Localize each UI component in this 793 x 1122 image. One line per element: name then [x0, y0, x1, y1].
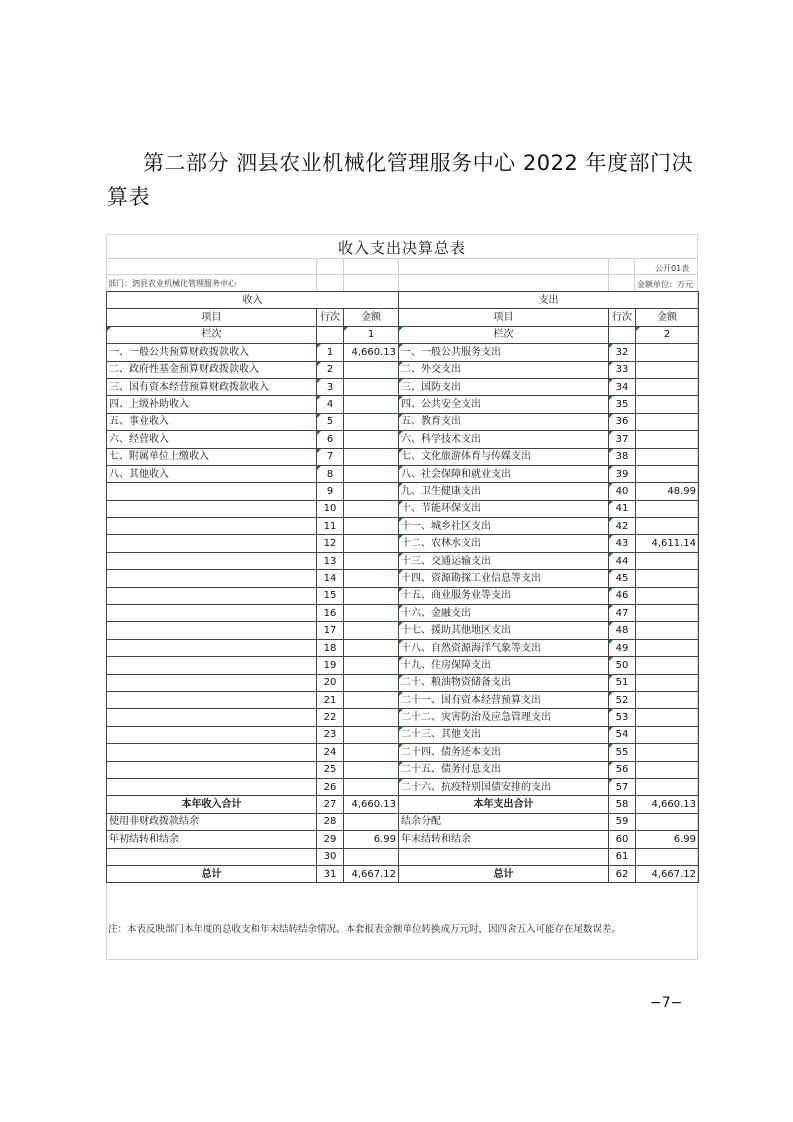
income-amount-cell [344, 744, 399, 761]
expense-line-cell: 33 [609, 361, 636, 378]
income-amount-cell [344, 691, 399, 708]
table-row [107, 848, 699, 865]
income-line-cell: 29 [317, 831, 344, 848]
page-number: −7− [650, 995, 683, 1011]
expense-amount-cell [636, 448, 699, 465]
expense-item-cell: 结余分配 [399, 813, 609, 830]
expense-amount-cell [636, 639, 699, 656]
income-item-cell [107, 848, 317, 865]
table-row [107, 361, 699, 378]
income-amount-cell [344, 813, 399, 830]
expense-line-cell: 53 [609, 709, 636, 726]
summary-table [106, 291, 699, 883]
grid-line [316, 258, 317, 291]
table-title: 收入支出决算总表 [337, 239, 466, 257]
income-amount-cell: 6.99 [344, 831, 399, 848]
income-line-cell: 7 [317, 448, 344, 465]
table-row [107, 413, 699, 430]
income-amount-cell [344, 378, 399, 395]
income-item-cell [107, 639, 317, 656]
table-row [107, 605, 699, 622]
income-amount-cell [344, 500, 399, 517]
income-item-cell [107, 570, 317, 587]
table-row [107, 344, 699, 361]
expense-line-cell: 36 [609, 413, 636, 430]
income-line-cell: 13 [317, 552, 344, 569]
expense-item-cell: 十五、商业服务业等支出 [399, 587, 609, 604]
expense-lanci-label: 栏次 [399, 326, 609, 343]
income-amount-header: 金额 [344, 309, 399, 326]
expense-item-cell: 十七、援助其他地区支出 [399, 622, 609, 639]
expense-amount-cell [636, 396, 699, 413]
table-row [107, 674, 699, 691]
table-row [107, 622, 699, 639]
income-item-cell [107, 761, 317, 778]
income-item-cell [107, 622, 317, 639]
expense-item-cell: 八、社会保障和就业支出 [399, 465, 609, 482]
expense-amount-cell [636, 709, 699, 726]
expense-item-cell: 七、文化旅游体育与传媒支出 [399, 448, 609, 465]
table-row [107, 744, 699, 761]
expense-line-header: 行次 [609, 309, 636, 326]
expense-item-cell: 十、节能环保支出 [399, 500, 609, 517]
income-line-cell: 12 [317, 535, 344, 552]
income-line-cell: 8 [317, 465, 344, 482]
income-item-cell: 六、经营收入 [107, 431, 317, 448]
expense-amount-cell: 4,660.13 [636, 796, 699, 813]
income-amount-cell [344, 674, 399, 691]
column-header-row [107, 309, 699, 326]
income-item-cell [107, 744, 317, 761]
income-line-cell: 27 [317, 796, 344, 813]
income-amount-cell [344, 657, 399, 674]
expense-line-cell: 52 [609, 691, 636, 708]
expense-amount-cell [636, 344, 699, 361]
expense-amount-cell: 4,611.14 [636, 535, 699, 552]
income-amount-cell [344, 570, 399, 587]
income-amount-cell [344, 709, 399, 726]
income-line-cell: 3 [317, 378, 344, 395]
income-amount-cell [344, 605, 399, 622]
expense-amount-cell [636, 413, 699, 430]
grid-line [634, 258, 635, 291]
grid-line [608, 258, 609, 291]
income-item-cell: 使用非财政拨款结余 [107, 813, 317, 830]
grid-line [106, 258, 698, 259]
income-item-header: 项目 [107, 309, 317, 326]
expense-item-cell: 二十二、灾害防治及应急管理支出 [399, 709, 609, 726]
expense-item-cell: 本年支出合计 [399, 796, 609, 813]
expense-line-cell: 40 [609, 483, 636, 500]
expense-amount-cell [636, 744, 699, 761]
table-row [107, 726, 699, 743]
grid-line [106, 274, 698, 275]
expense-lanci-blank [609, 326, 636, 343]
income-item-cell: 五、事业收入 [107, 413, 317, 430]
income-line-header: 行次 [317, 309, 344, 326]
income-amount-cell [344, 761, 399, 778]
expense-amount-cell [636, 431, 699, 448]
expense-item-cell [399, 848, 609, 865]
table-row [107, 570, 699, 587]
expense-amount-cell [636, 657, 699, 674]
income-amount-cell [344, 587, 399, 604]
expense-line-cell: 59 [609, 813, 636, 830]
income-item-cell: 一、一般公共预算财政拨款收入 [107, 344, 317, 361]
footnote: 注：本表反映部门本年度的总收支和年末结转结余情况。本套报表金额单位转换成万元时，因四舍五入可能存在尾数误差。 [108, 924, 622, 935]
expense-item-cell: 二、外交支出 [399, 361, 609, 378]
expense-amount-cell: 48.99 [636, 483, 699, 500]
expense-item-cell: 十三、交通运输支出 [399, 552, 609, 569]
form-code: 公开01表 [655, 264, 690, 273]
income-item-cell [107, 691, 317, 708]
expense-line-cell: 61 [609, 848, 636, 865]
expense-amount-cell [636, 778, 699, 795]
document-heading: 第二部分 泗县农业机械化管理服务中心 2022 年度部门决算表 [107, 151, 693, 209]
table-row [107, 431, 699, 448]
table-row [107, 831, 699, 848]
income-amount-cell [344, 622, 399, 639]
table-row [107, 813, 699, 830]
income-line-cell: 5 [317, 413, 344, 430]
expense-line-cell: 62 [609, 865, 636, 882]
expense-item-cell: 十九、住房保障支出 [399, 657, 609, 674]
income-item-cell: 八、其他收入 [107, 465, 317, 482]
expense-line-cell: 49 [609, 639, 636, 656]
expense-line-cell: 46 [609, 587, 636, 604]
income-amount-cell [344, 726, 399, 743]
income-line-cell: 26 [317, 778, 344, 795]
expense-item-header: 项目 [399, 309, 609, 326]
unit-label: 金额单位：万元 [637, 280, 693, 289]
income-column-number: 1 [344, 326, 399, 343]
expense-item-cell: 三、国防支出 [399, 378, 609, 395]
expense-amount-cell [636, 726, 699, 743]
expense-item-cell: 二十四、债务还本支出 [399, 744, 609, 761]
income-line-cell: 15 [317, 587, 344, 604]
income-lanci-label: 栏次 [107, 326, 317, 343]
expense-amount-cell [636, 674, 699, 691]
expense-line-cell: 39 [609, 465, 636, 482]
expense-amount-cell [636, 691, 699, 708]
expense-line-cell: 60 [609, 831, 636, 848]
table-row [107, 709, 699, 726]
expense-amount-cell: 6.99 [636, 831, 699, 848]
expense-item-cell: 总计 [399, 865, 609, 882]
expense-amount-cell [636, 587, 699, 604]
expense-line-cell: 45 [609, 570, 636, 587]
income-amount-cell [344, 552, 399, 569]
table-row [107, 587, 699, 604]
income-amount-cell [344, 396, 399, 413]
income-line-cell: 25 [317, 761, 344, 778]
income-item-cell [107, 709, 317, 726]
income-line-cell: 22 [317, 709, 344, 726]
income-amount-cell [344, 483, 399, 500]
income-item-cell: 三、国有资本经营预算财政拨款收入 [107, 378, 317, 395]
income-item-cell [107, 500, 317, 517]
expense-amount-cell: 4,667.12 [636, 865, 699, 882]
department-label: 部门：泗县农业机械化管理服务中心 [108, 279, 236, 288]
expense-line-cell: 41 [609, 500, 636, 517]
expense-item-cell: 二十一、国有资本经营预算支出 [399, 691, 609, 708]
table-row [107, 761, 699, 778]
income-line-cell: 20 [317, 674, 344, 691]
expense-amount-cell [636, 570, 699, 587]
expense-item-cell: 二十六、抗疫特别国债安排的支出 [399, 778, 609, 795]
expense-item-cell: 四、公共安全支出 [399, 396, 609, 413]
income-line-cell: 16 [317, 605, 344, 622]
expense-item-cell: 十八、自然资源海洋气象等支出 [399, 639, 609, 656]
income-line-cell: 28 [317, 813, 344, 830]
income-section-header: 收入 [107, 292, 399, 309]
expense-line-cell: 35 [609, 396, 636, 413]
table-row [107, 483, 699, 500]
income-item-cell [107, 726, 317, 743]
income-line-cell: 2 [317, 361, 344, 378]
income-line-cell: 21 [317, 691, 344, 708]
income-amount-cell [344, 361, 399, 378]
income-item-cell: 四、上级补助收入 [107, 396, 317, 413]
table-row [107, 552, 699, 569]
income-line-cell: 14 [317, 570, 344, 587]
income-item-cell [107, 552, 317, 569]
expense-item-cell: 十四、资源勘探工业信息等支出 [399, 570, 609, 587]
table-row [107, 500, 699, 517]
table-row [107, 657, 699, 674]
expense-amount-cell [636, 378, 699, 395]
expense-line-cell: 58 [609, 796, 636, 813]
expense-line-cell: 42 [609, 518, 636, 535]
column-number-row [107, 326, 699, 343]
income-amount-cell [344, 465, 399, 482]
income-amount-cell: 4,667.12 [344, 865, 399, 882]
expense-line-cell: 56 [609, 761, 636, 778]
expense-line-cell: 48 [609, 622, 636, 639]
expense-line-cell: 34 [609, 378, 636, 395]
income-line-cell: 6 [317, 431, 344, 448]
income-lanci-blank [317, 326, 344, 343]
expense-amount-cell [636, 605, 699, 622]
expense-line-cell: 47 [609, 605, 636, 622]
expense-amount-cell [636, 500, 699, 517]
income-amount-cell [344, 639, 399, 656]
income-amount-cell: 4,660.13 [344, 796, 399, 813]
expense-item-cell: 二十三、其他支出 [399, 726, 609, 743]
table-row [107, 691, 699, 708]
expense-item-cell: 六、科学技术支出 [399, 431, 609, 448]
expense-line-cell: 38 [609, 448, 636, 465]
income-line-cell: 24 [317, 744, 344, 761]
income-item-cell: 总计 [107, 865, 317, 882]
expense-item-cell: 二十、粮油物资储备支出 [399, 674, 609, 691]
income-amount-cell [344, 448, 399, 465]
expense-amount-cell [636, 552, 699, 569]
expense-line-cell: 54 [609, 726, 636, 743]
income-line-cell: 4 [317, 396, 344, 413]
expense-line-cell: 44 [609, 552, 636, 569]
income-amount-cell [344, 413, 399, 430]
expense-line-cell: 50 [609, 657, 636, 674]
table-row [107, 518, 699, 535]
income-line-cell: 1 [317, 344, 344, 361]
income-amount-cell [344, 535, 399, 552]
income-item-cell [107, 535, 317, 552]
income-item-cell [107, 674, 317, 691]
income-amount-cell: 4,660.13 [344, 344, 399, 361]
income-item-cell: 本年收入合计 [107, 796, 317, 813]
expense-item-cell: 十二、农林水支出 [399, 535, 609, 552]
grid-line [343, 258, 344, 291]
income-item-cell: 年初结转和结余 [107, 831, 317, 848]
table-row [107, 465, 699, 482]
expense-column-number: 2 [636, 326, 699, 343]
expense-line-cell: 51 [609, 674, 636, 691]
income-line-cell: 9 [317, 483, 344, 500]
expense-item-cell: 十六、金融支出 [399, 605, 609, 622]
income-item-cell [107, 605, 317, 622]
table-row [107, 535, 699, 552]
income-expense-total-row [107, 796, 699, 813]
expense-item-cell: 一、一般公共服务支出 [399, 344, 609, 361]
income-item-cell [107, 587, 317, 604]
income-item-cell [107, 657, 317, 674]
expense-item-cell: 五、教育支出 [399, 413, 609, 430]
expense-line-cell: 37 [609, 431, 636, 448]
expense-item-cell: 十一、城乡社区支出 [399, 518, 609, 535]
income-item-cell [107, 518, 317, 535]
expense-line-cell: 57 [609, 778, 636, 795]
income-line-cell: 31 [317, 865, 344, 882]
expense-item-cell: 九、卫生健康支出 [399, 483, 609, 500]
expense-section-header: 支出 [399, 292, 699, 309]
expense-amount-cell [636, 361, 699, 378]
expense-amount-cell [636, 465, 699, 482]
table-row [107, 639, 699, 656]
income-line-cell: 30 [317, 848, 344, 865]
section-header-row [107, 292, 699, 309]
expense-amount-cell [636, 622, 699, 639]
table-row [107, 778, 699, 795]
expense-amount-cell [636, 813, 699, 830]
table-row [107, 396, 699, 413]
grand-total-row [107, 865, 699, 882]
income-item-cell: 七、附属单位上缴收入 [107, 448, 317, 465]
income-line-cell: 23 [317, 726, 344, 743]
income-line-cell: 17 [317, 622, 344, 639]
income-item-cell [107, 483, 317, 500]
income-item-cell: 二、政府性基金预算财政拨款收入 [107, 361, 317, 378]
table-row [107, 448, 699, 465]
expense-amount-header: 金额 [636, 309, 699, 326]
expense-amount-cell [636, 761, 699, 778]
expense-line-cell: 55 [609, 744, 636, 761]
expense-item-cell: 二十五、债务付息支出 [399, 761, 609, 778]
income-amount-cell [344, 848, 399, 865]
table-row [107, 378, 699, 395]
income-line-cell: 11 [317, 518, 344, 535]
expense-item-cell: 年末结转和结余 [399, 831, 609, 848]
income-amount-cell [344, 431, 399, 448]
income-line-cell: 19 [317, 657, 344, 674]
income-amount-cell [344, 518, 399, 535]
income-line-cell: 10 [317, 500, 344, 517]
expense-amount-cell [636, 518, 699, 535]
expense-line-cell: 43 [609, 535, 636, 552]
income-line-cell: 18 [317, 639, 344, 656]
income-amount-cell [344, 778, 399, 795]
grid-line [398, 258, 399, 291]
expense-amount-cell [636, 848, 699, 865]
expense-line-cell: 32 [609, 344, 636, 361]
income-item-cell [107, 778, 317, 795]
